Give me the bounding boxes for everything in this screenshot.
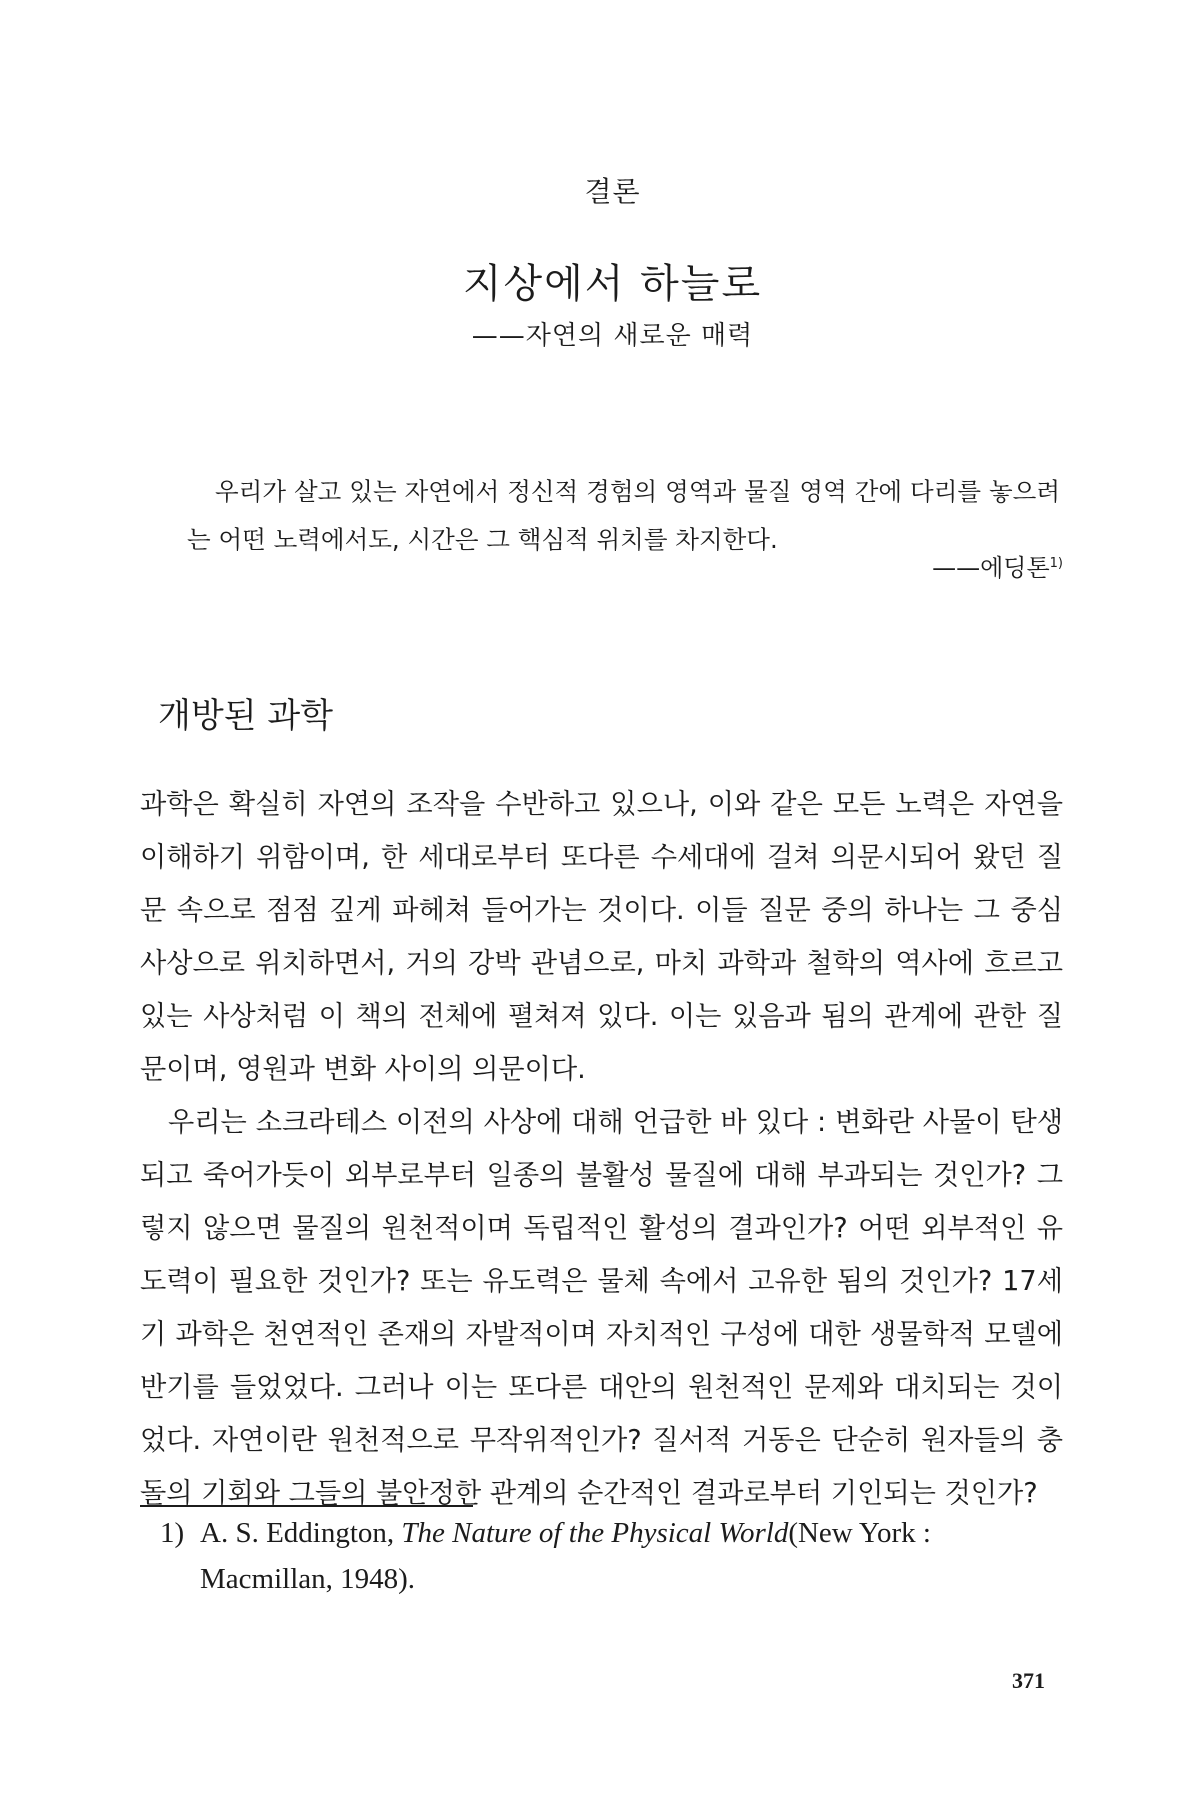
footnote-publisher-start: (New York : xyxy=(788,1517,931,1549)
footnote-author: A. S. Eddington, xyxy=(200,1517,395,1549)
footnote-work-title: The Nature of the Physical World xyxy=(401,1517,789,1549)
epigraph-source xyxy=(932,548,1063,583)
footnote-line-1 xyxy=(160,1510,1065,1556)
chapter-title: 지상에서 하늘로 xyxy=(462,261,763,307)
paragraph: 우리는 소크라테스 이전의 사상에 대해 언급한 바 있다 : 변화란 사물이 탄생되고 죽어가듯이 외부로부터 일종의 불활성 물질에 대해 부과되는 것인가? 그렇지 않으면 물질의 원천적이며 독립적인 활성의 결과인가? 어떤 외부적인 유도력이 필요한 것인가? 또는 유도력은 물체 속에서 고유한 됨의 것인가? 17세기 과학은 천연적인 존재의 자발적이며 자치적인 구성에 대한 생물학적 모델에 반기를 들었었다. 그러나 이는 또다른 대안의 원천적인 문제와 대치되는 것이었다. 자연이란 원천적으로 무작위적인가? 질서적 거동은 단순히 원자들의 충돌의 기회와 그들의 불안정한 관계의 순간적인 결과로부터 기인되는 것인가? xyxy=(140,1107,1063,1509)
chapter-subtitle: ——자연의 새로운 매력 xyxy=(471,321,754,351)
epigraph-author: ——에딩톤 xyxy=(932,554,1050,582)
footnote xyxy=(160,1510,1065,1602)
body-text xyxy=(140,778,1063,1520)
section-heading: 개방된 과학 xyxy=(158,696,334,736)
footnote-publisher-end: Macmillan, 1948). xyxy=(200,1563,416,1595)
footnote-mark: 1) xyxy=(160,1517,185,1549)
part-label: 결론 xyxy=(584,175,641,208)
page-number: 371 xyxy=(1012,1668,1045,1693)
paragraph: 과학은 확실히 자연의 조작을 수반하고 있으나, 이와 같은 모든 노력은 자연을 이해하기 위함이며, 한 세대로부터 또다른 수세대에 걸쳐 의문시되어 왔던 질문 속으로 점점 깊게 파헤쳐 들어가는 것이다. 이들 질문 중의 하나는 그 중심 사상으로 위치하면서, 거의 강박 관념으로, 마치 과학과 철학의 역사에 흐르고 있는 사상처럼 이 책의 전체에 펼쳐져 있다. 이는 있음과 됨의 관계에 관한 질문이며, 영원과 변화 사이의 의문이다. xyxy=(140,789,1063,1085)
footnote-divider xyxy=(140,1505,473,1507)
footnote-reference: 1) xyxy=(1049,556,1063,571)
epigraph-quote: 우리가 살고 있는 자연에서 정신적 경험의 영역과 물질 영역 간에 다리를 놓으려는 어떤 노력에서도, 시간은 그 핵심적 위치를 차지한다. xyxy=(187,477,1060,554)
